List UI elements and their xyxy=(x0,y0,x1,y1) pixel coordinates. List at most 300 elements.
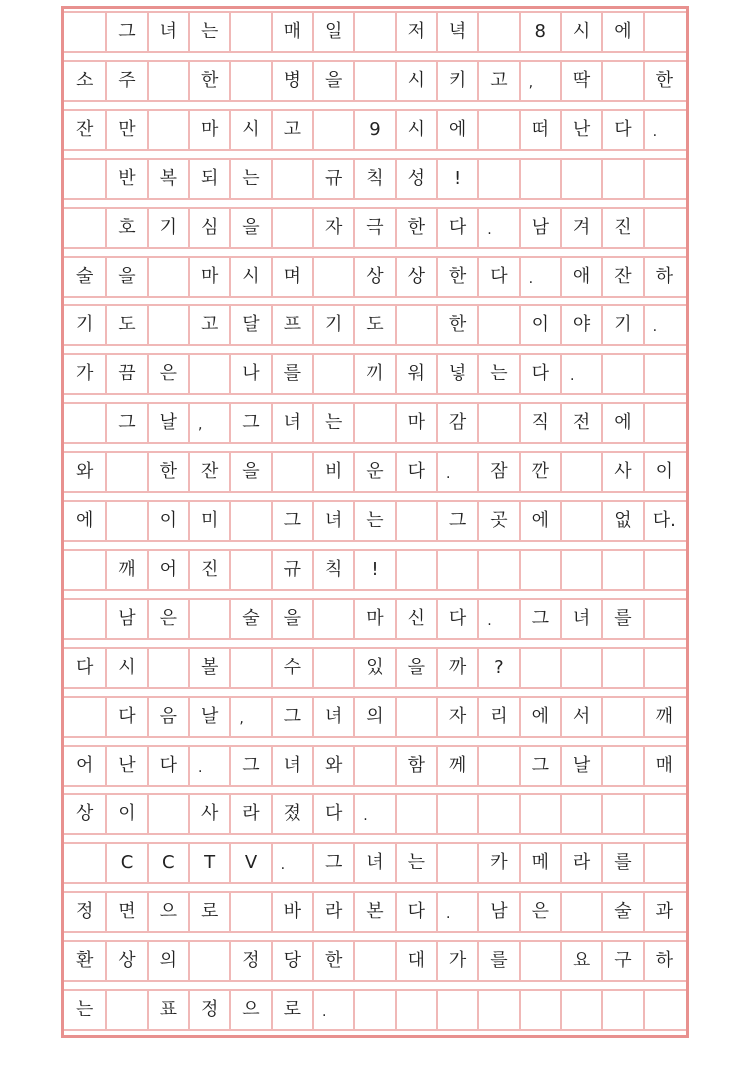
manuscript-cell: 의 xyxy=(147,942,188,980)
manuscript-cell: 은 xyxy=(147,355,188,393)
manuscript-cell: 정 xyxy=(229,942,270,980)
manuscript-grid xyxy=(64,9,686,1035)
manuscript-cell: 난 xyxy=(560,111,601,149)
manuscript-cell xyxy=(188,942,229,980)
manuscript-cell: 이 xyxy=(105,795,146,833)
manuscript-cell: 대 xyxy=(395,942,436,980)
manuscript-cell: 표 xyxy=(147,991,188,1029)
manuscript-cell: 도 xyxy=(105,306,146,344)
manuscript-cell: 이 xyxy=(147,502,188,540)
manuscript-cell: 로 xyxy=(188,893,229,931)
manuscript-cell: 라 xyxy=(312,893,353,931)
manuscript-cell: 을 xyxy=(229,209,270,247)
manuscript-cell: 어 xyxy=(75,754,94,776)
manuscript-cell: 고 xyxy=(477,62,518,100)
manuscript-cell: 라 xyxy=(560,844,601,882)
manuscript-cell xyxy=(477,551,518,589)
manuscript-cell: 다. xyxy=(643,502,684,540)
manuscript-cell: 겨 xyxy=(560,209,601,247)
manuscript-cell: 이 xyxy=(643,453,684,491)
manuscript-cell: 를 xyxy=(477,942,518,980)
manuscript-cell xyxy=(188,355,229,393)
manuscript-cell: 기 xyxy=(601,306,642,344)
manuscript-cell: 술 xyxy=(75,265,94,287)
manuscript-cell: 난 xyxy=(105,747,146,785)
manuscript-cell: 기 xyxy=(147,209,188,247)
manuscript-cell: 칙 xyxy=(353,160,394,198)
manuscript-cell: , xyxy=(229,698,270,736)
manuscript-cell: 되 xyxy=(188,160,229,198)
manuscript-cell: ! xyxy=(353,551,394,589)
manuscript-cell xyxy=(643,404,684,442)
manuscript-cell: 그 xyxy=(436,502,477,540)
manuscript-cell: 진 xyxy=(188,551,229,589)
manuscript-cell xyxy=(105,453,146,491)
manuscript-cell: 당 xyxy=(271,942,312,980)
manuscript-cell: 리 xyxy=(477,698,518,736)
manuscript-cell xyxy=(353,13,394,51)
manuscript-cell: 까 xyxy=(436,649,477,687)
manuscript-cell: C xyxy=(147,844,188,882)
manuscript-cell xyxy=(560,160,601,198)
manuscript-cell: 본 xyxy=(353,893,394,931)
manuscript-cell: 다 xyxy=(436,209,477,247)
manuscript-cell xyxy=(64,844,105,882)
manuscript-cell: 에 xyxy=(75,510,94,531)
manuscript-cell: 한 xyxy=(147,453,188,491)
manuscript-cell xyxy=(643,209,684,247)
manuscript-cell: 직 xyxy=(519,404,560,442)
manuscript-cell xyxy=(64,209,105,247)
manuscript-cell: 깨 xyxy=(105,551,146,589)
manuscript-cell: 바 xyxy=(271,893,312,931)
manuscript-cell: 그 xyxy=(312,844,353,882)
manuscript-cell: 와 xyxy=(75,461,94,483)
manuscript-cell: 매 xyxy=(271,13,312,51)
manuscript-row xyxy=(64,940,686,982)
manuscript-cell xyxy=(353,991,394,1029)
manuscript-cell: 잔 xyxy=(601,258,642,296)
manuscript-cell: 야 xyxy=(560,306,601,344)
manuscript-cell xyxy=(601,62,642,100)
manuscript-row xyxy=(64,989,686,1031)
manuscript-cell: 마 xyxy=(188,258,229,296)
manuscript-cell xyxy=(643,160,684,198)
manuscript-cell: 그 xyxy=(519,600,560,638)
manuscript-cell: 고 xyxy=(188,306,229,344)
manuscript-cell xyxy=(229,649,270,687)
manuscript-row xyxy=(64,402,686,444)
manuscript-cell: T xyxy=(188,844,229,882)
manuscript-cell: 호 xyxy=(105,209,146,247)
manuscript-cell: 있 xyxy=(353,649,394,687)
manuscript-cell: 녀 xyxy=(271,404,312,442)
manuscript-cell xyxy=(64,13,105,51)
manuscript-cell xyxy=(519,551,560,589)
manuscript-cell: 심 xyxy=(188,209,229,247)
manuscript-cell: 시 xyxy=(105,649,146,687)
manuscript-cell: V xyxy=(229,844,270,882)
manuscript-cell: 면 xyxy=(105,893,146,931)
manuscript-cell: . xyxy=(643,306,684,344)
manuscript-cell: 끼 xyxy=(353,355,394,393)
manuscript-cell xyxy=(395,551,436,589)
manuscript-cell: 은 xyxy=(519,893,560,931)
manuscript-cell: 그 xyxy=(229,747,270,785)
manuscript-cell xyxy=(560,649,601,687)
manuscript-cell xyxy=(601,649,642,687)
manuscript-cell: 다 xyxy=(395,453,436,491)
manuscript-cell: . xyxy=(188,747,229,785)
manuscript-cell: 에 xyxy=(519,698,560,736)
manuscript-row xyxy=(64,891,686,933)
manuscript-cell: 과 xyxy=(643,893,684,931)
manuscript-cell: 을 xyxy=(105,258,146,296)
manuscript-cell: 술 xyxy=(229,600,270,638)
manuscript-row xyxy=(64,549,686,591)
manuscript-cell: 사 xyxy=(188,795,229,833)
manuscript-cell: . xyxy=(436,893,477,931)
manuscript-row xyxy=(64,256,686,298)
manuscript-row xyxy=(64,696,686,738)
manuscript-cell xyxy=(64,600,105,638)
manuscript-cell xyxy=(395,795,436,833)
manuscript-cell xyxy=(188,600,229,638)
manuscript-cell: 애 xyxy=(560,258,601,296)
manuscript-cell: 그 xyxy=(519,747,560,785)
manuscript-cell: 볼 xyxy=(188,649,229,687)
manuscript-cell: 나 xyxy=(229,355,270,393)
manuscript-cell: 녀 xyxy=(312,502,353,540)
manuscript-cell xyxy=(477,13,518,51)
manuscript-cell: 상 xyxy=(105,942,146,980)
manuscript-cell: 날 xyxy=(147,404,188,442)
manuscript-cell: 한 xyxy=(436,258,477,296)
manuscript-cell: 소 xyxy=(75,69,94,91)
manuscript-cell: 으 xyxy=(147,893,188,931)
manuscript-cell: 다 xyxy=(75,656,94,678)
manuscript-cell xyxy=(643,991,684,1029)
manuscript-cell: 함 xyxy=(395,747,436,785)
manuscript-cell: 음 xyxy=(147,698,188,736)
manuscript-cell xyxy=(147,111,188,149)
manuscript-cell: 그 xyxy=(105,404,146,442)
manuscript-cell: 어 xyxy=(147,551,188,589)
manuscript-cell: 시 xyxy=(395,62,436,100)
manuscript-cell xyxy=(643,649,684,687)
manuscript-cell xyxy=(105,502,146,540)
manuscript-cell xyxy=(147,306,188,344)
manuscript-cell xyxy=(601,160,642,198)
manuscript-cell: 하 xyxy=(643,942,684,980)
manuscript-cell: 녀 xyxy=(147,13,188,51)
manuscript-cell: 정 xyxy=(75,901,94,923)
manuscript-cell: 에 xyxy=(601,13,642,51)
manuscript-cell: 미 xyxy=(188,502,229,540)
manuscript-cell: 정 xyxy=(188,991,229,1029)
manuscript-cell: 졌 xyxy=(271,795,312,833)
manuscript-cell: 키 xyxy=(436,62,477,100)
manuscript-cell: 를 xyxy=(601,844,642,882)
manuscript-cell xyxy=(353,942,394,980)
manuscript-cell: 규 xyxy=(312,160,353,198)
manuscript-sheet xyxy=(61,6,689,1038)
manuscript-cell: 다 xyxy=(105,698,146,736)
manuscript-cell: 의 xyxy=(353,698,394,736)
manuscript-cell: 시 xyxy=(395,111,436,149)
manuscript-cell: 남 xyxy=(519,209,560,247)
manuscript-cell: 자 xyxy=(436,698,477,736)
manuscript-cell: 잠 xyxy=(477,453,518,491)
manuscript-row xyxy=(64,158,686,200)
manuscript-cell: 환 xyxy=(75,950,94,972)
manuscript-cell: 다 xyxy=(601,111,642,149)
manuscript-cell: 가 xyxy=(436,942,477,980)
manuscript-cell: 에 xyxy=(519,502,560,540)
manuscript-cell: 마 xyxy=(188,111,229,149)
manuscript-cell: 는 xyxy=(229,160,270,198)
manuscript-cell: 메 xyxy=(519,844,560,882)
manuscript-cell: 칙 xyxy=(312,551,353,589)
manuscript-cell xyxy=(105,991,146,1029)
manuscript-cell xyxy=(271,209,312,247)
manuscript-cell: 달 xyxy=(229,306,270,344)
manuscript-cell xyxy=(643,795,684,833)
manuscript-cell: 녀 xyxy=(353,844,394,882)
manuscript-cell xyxy=(643,551,684,589)
manuscript-cell xyxy=(353,62,394,100)
manuscript-cell xyxy=(229,13,270,51)
manuscript-cell xyxy=(643,844,684,882)
manuscript-cell xyxy=(353,747,394,785)
manuscript-cell: . xyxy=(477,600,518,638)
manuscript-cell xyxy=(436,795,477,833)
manuscript-cell: 그 xyxy=(229,404,270,442)
manuscript-cell xyxy=(601,795,642,833)
manuscript-cell xyxy=(560,502,601,540)
manuscript-cell xyxy=(643,13,684,51)
manuscript-cell xyxy=(477,795,518,833)
manuscript-cell: 녀 xyxy=(312,698,353,736)
manuscript-cell: 카 xyxy=(477,844,518,882)
manuscript-cell: . xyxy=(643,111,684,149)
manuscript-cell: 없 xyxy=(601,502,642,540)
manuscript-cell xyxy=(519,649,560,687)
manuscript-cell: 한 xyxy=(643,62,684,100)
manuscript-cell: 며 xyxy=(271,258,312,296)
manuscript-cell: 비 xyxy=(312,453,353,491)
manuscript-cell xyxy=(560,893,601,931)
manuscript-cell xyxy=(519,942,560,980)
manuscript-cell: . xyxy=(560,355,601,393)
manuscript-cell: 그 xyxy=(105,13,146,51)
manuscript-cell: 한 xyxy=(436,306,477,344)
manuscript-cell: 이 xyxy=(519,306,560,344)
manuscript-cell: 마 xyxy=(353,600,394,638)
manuscript-cell: 잔 xyxy=(75,118,94,140)
manuscript-cell: 날 xyxy=(560,747,601,785)
manuscript-cell xyxy=(519,160,560,198)
manuscript-cell: 규 xyxy=(271,551,312,589)
manuscript-cell xyxy=(312,649,353,687)
manuscript-cell: 시 xyxy=(229,111,270,149)
manuscript-cell: 매 xyxy=(643,747,684,785)
manuscript-cell: , xyxy=(188,404,229,442)
manuscript-cell xyxy=(229,551,270,589)
manuscript-cell: 깨 xyxy=(643,698,684,736)
manuscript-cell: , xyxy=(519,62,560,100)
manuscript-cell: . xyxy=(271,844,312,882)
manuscript-cell xyxy=(601,747,642,785)
manuscript-cell: 상 xyxy=(75,803,94,825)
manuscript-cell: 도 xyxy=(353,306,394,344)
manuscript-cell: 만 xyxy=(105,111,146,149)
manuscript-cell: 한 xyxy=(312,942,353,980)
manuscript-cell: 떠 xyxy=(519,111,560,149)
manuscript-cell: 기 xyxy=(312,306,353,344)
manuscript-cell: 넣 xyxy=(436,355,477,393)
manuscript-cell: . xyxy=(477,209,518,247)
manuscript-cell xyxy=(560,551,601,589)
manuscript-cell xyxy=(477,404,518,442)
manuscript-cell: 성 xyxy=(395,160,436,198)
manuscript-cell xyxy=(477,991,518,1029)
manuscript-row xyxy=(64,109,686,151)
manuscript-cell xyxy=(643,600,684,638)
manuscript-cell xyxy=(229,893,270,931)
manuscript-cell: 다 xyxy=(519,355,560,393)
manuscript-cell: 한 xyxy=(188,62,229,100)
manuscript-cell: 워 xyxy=(395,355,436,393)
manuscript-cell: 수 xyxy=(271,649,312,687)
manuscript-cell xyxy=(477,747,518,785)
manuscript-cell xyxy=(477,111,518,149)
manuscript-cell xyxy=(436,844,477,882)
manuscript-cell xyxy=(519,795,560,833)
manuscript-cell xyxy=(560,453,601,491)
manuscript-cell: 술 xyxy=(601,893,642,931)
manuscript-cell xyxy=(147,62,188,100)
manuscript-cell: 가 xyxy=(75,363,94,385)
manuscript-cell xyxy=(64,551,105,589)
manuscript-cell xyxy=(64,404,105,442)
manuscript-cell: 는 xyxy=(188,13,229,51)
manuscript-cell: 병 xyxy=(271,62,312,100)
manuscript-cell: 하 xyxy=(643,258,684,296)
manuscript-cell: 9 xyxy=(353,111,394,149)
manuscript-cell: 에 xyxy=(601,404,642,442)
manuscript-cell xyxy=(436,991,477,1029)
manuscript-cell xyxy=(312,600,353,638)
manuscript-cell: 는 xyxy=(477,355,518,393)
manuscript-cell: 마 xyxy=(395,404,436,442)
manuscript-cell: 다 xyxy=(312,795,353,833)
manuscript-cell: . xyxy=(353,795,394,833)
manuscript-cell: 날 xyxy=(188,698,229,736)
manuscript-cell xyxy=(601,698,642,736)
manuscript-cell xyxy=(560,795,601,833)
manuscript-cell xyxy=(395,306,436,344)
manuscript-cell: 는 xyxy=(353,502,394,540)
manuscript-cell xyxy=(436,551,477,589)
manuscript-cell xyxy=(353,404,394,442)
manuscript-cell: 고 xyxy=(271,111,312,149)
manuscript-cell xyxy=(64,160,105,198)
manuscript-cell xyxy=(271,453,312,491)
manuscript-cell: 로 xyxy=(271,991,312,1029)
manuscript-cell: 서 xyxy=(560,698,601,736)
manuscript-cell: 녁 xyxy=(436,13,477,51)
manuscript-cell xyxy=(477,160,518,198)
manuscript-row xyxy=(64,304,686,346)
manuscript-cell: 기 xyxy=(75,314,94,336)
manuscript-cell: 녀 xyxy=(560,600,601,638)
manuscript-cell: 를 xyxy=(601,600,642,638)
manuscript-cell xyxy=(147,649,188,687)
manuscript-cell: 주 xyxy=(105,62,146,100)
manuscript-cell: . xyxy=(519,258,560,296)
manuscript-cell: 감 xyxy=(436,404,477,442)
manuscript-cell: 남 xyxy=(477,893,518,931)
manuscript-cell: 요 xyxy=(560,942,601,980)
manuscript-cell: 복 xyxy=(147,160,188,198)
manuscript-cell: 프 xyxy=(271,306,312,344)
manuscript-cell: . xyxy=(312,991,353,1029)
manuscript-cell: 깐 xyxy=(519,453,560,491)
manuscript-cell: 을 xyxy=(271,600,312,638)
manuscript-cell: 다 xyxy=(436,600,477,638)
manuscript-cell: 구 xyxy=(601,942,642,980)
manuscript-cell: 한 xyxy=(395,209,436,247)
manuscript-cell: 그 xyxy=(271,502,312,540)
manuscript-cell xyxy=(147,795,188,833)
manuscript-cell: 운 xyxy=(353,453,394,491)
manuscript-cell xyxy=(395,991,436,1029)
manuscript-cell: 반 xyxy=(105,160,146,198)
manuscript-row xyxy=(64,451,686,493)
manuscript-cell: 을 xyxy=(229,453,270,491)
manuscript-cell: 곳 xyxy=(477,502,518,540)
manuscript-row xyxy=(64,500,686,542)
manuscript-row xyxy=(64,793,686,835)
manuscript-cell: 는 xyxy=(395,844,436,882)
manuscript-cell: 저 xyxy=(395,13,436,51)
manuscript-row xyxy=(64,647,686,689)
manuscript-cell: C xyxy=(105,844,146,882)
manuscript-cell: . xyxy=(436,453,477,491)
manuscript-cell: 께 xyxy=(436,747,477,785)
manuscript-row xyxy=(64,60,686,102)
manuscript-row xyxy=(64,745,686,787)
manuscript-cell: 남 xyxy=(105,600,146,638)
manuscript-cell: 를 xyxy=(271,355,312,393)
manuscript-cell: 은 xyxy=(147,600,188,638)
manuscript-cell: 신 xyxy=(395,600,436,638)
manuscript-cell xyxy=(312,258,353,296)
manuscript-cell: 으 xyxy=(229,991,270,1029)
manuscript-cell xyxy=(395,502,436,540)
manuscript-row xyxy=(64,11,686,53)
manuscript-cell xyxy=(601,551,642,589)
manuscript-cell xyxy=(229,502,270,540)
manuscript-cell: 는 xyxy=(312,404,353,442)
manuscript-cell xyxy=(560,991,601,1029)
manuscript-row xyxy=(64,207,686,249)
manuscript-cell: 진 xyxy=(601,209,642,247)
manuscript-cell: 에 xyxy=(436,111,477,149)
manuscript-cell: 사 xyxy=(601,453,642,491)
manuscript-cell xyxy=(271,160,312,198)
